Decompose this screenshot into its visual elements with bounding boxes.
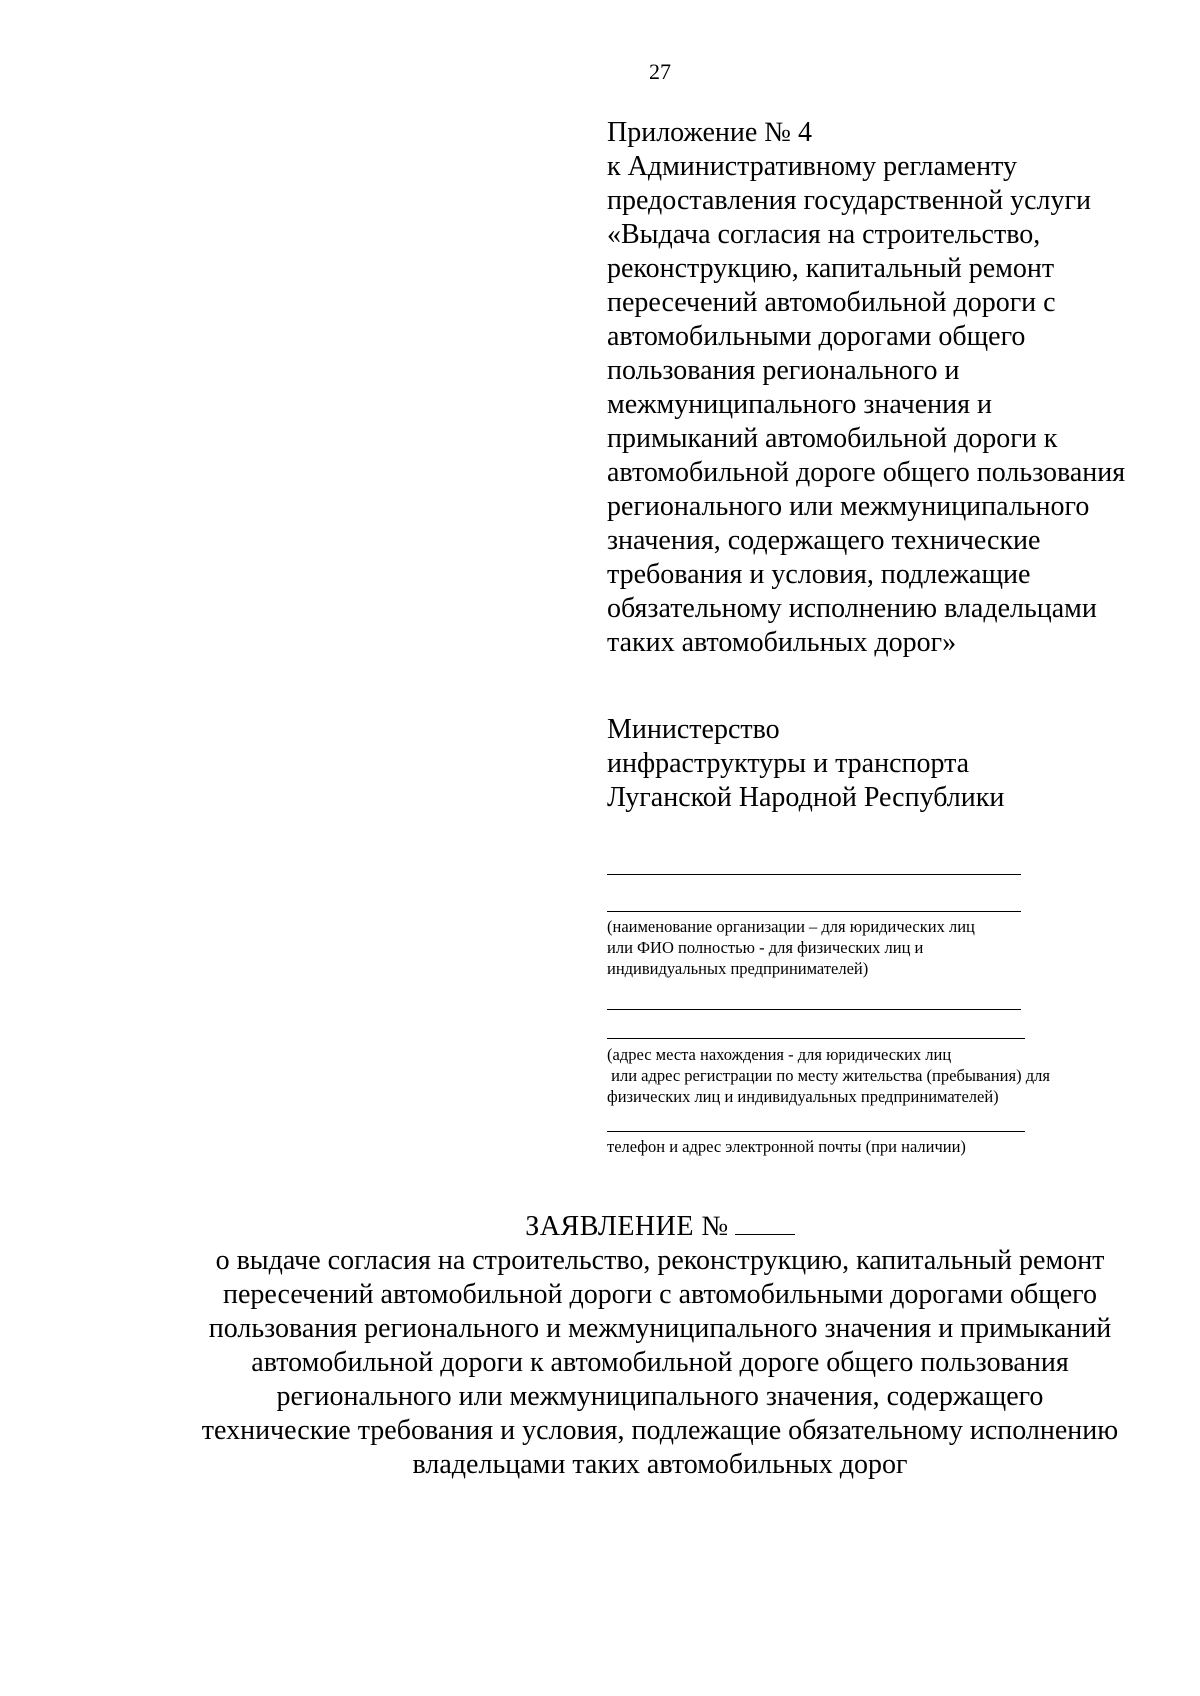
appendix-line: пользования регионального и <box>607 355 960 386</box>
appendix-line: автомобильными дорогами общего <box>607 321 1026 352</box>
appendix-line: Приложение № 4 <box>607 117 812 148</box>
statement-subtitle-line: регионального или межмуниципального значения, содержащего <box>276 1381 1044 1412</box>
statement-heading <box>0 1210 1200 1482</box>
contact-caption <box>607 1136 1027 1157</box>
recipient-line: Луганской Народной Республики <box>607 782 1005 813</box>
appendix-header <box>607 116 1167 660</box>
statement-title: ЗАЯВЛЕНИЕ № <box>525 1211 729 1242</box>
organization-field-2 <box>607 911 1027 979</box>
caption-line: (наименование организации – для юридических лиц <box>607 917 975 936</box>
appendix-line: регионального или межмуниципального <box>607 491 1090 522</box>
statement-subtitle-line: о выдаче согласия на строительство, реконструкцию, капитальный ремонт <box>215 1245 1105 1276</box>
page-number: 27 <box>649 59 671 84</box>
caption-line: индивидуальных предпринимателей) <box>607 959 869 978</box>
statement-subtitle-line: автомобильной дороги к автомобильной дороге общего пользования <box>251 1347 1069 1378</box>
appendix-line: значения, содержащего технические <box>607 525 1041 556</box>
statement-subtitle-line: технические требования и условия, подлежащие обязательному исполнению <box>201 1415 1119 1446</box>
contact-field <box>607 1131 1027 1157</box>
organization-caption <box>607 916 1027 979</box>
statement-subtitle-line: пересечений автомобильной дороги с автомобильными дорогами общего <box>223 1279 1097 1310</box>
address-caption <box>607 1044 1050 1107</box>
appendix-line: пересечений автомобильной дороги с <box>607 287 1056 318</box>
caption-line: или адрес регистрации по месту жительства (пребывания) для <box>607 1066 1050 1085</box>
appendix-line: автомобильной дороге общего пользования <box>607 457 1126 488</box>
caption-line: или ФИО полностью - для физических лиц и <box>607 938 924 957</box>
address-field <box>607 1009 1027 1010</box>
appendix-line: реконструкцию, капитальный ремонт <box>607 253 1055 284</box>
recipient-line: инфраструктуры и транспорта <box>607 748 970 779</box>
organization-field <box>607 874 1027 875</box>
address-fill-line[interactable] <box>607 1038 1025 1039</box>
appendix-line: таких автомобильных дорог» <box>607 627 957 658</box>
address-fill-line[interactable] <box>607 1009 1021 1010</box>
appendix-line: к Административному регламенту <box>607 151 1017 182</box>
appendix-line: «Выдача согласия на строительство, <box>607 219 1041 250</box>
statement-number-blank[interactable] <box>735 1212 795 1235</box>
organization-fill-line[interactable] <box>607 911 1021 912</box>
contact-fill-line[interactable] <box>607 1131 1025 1132</box>
caption-line: физических лиц и индивидуальных предпринимателей) <box>607 1087 999 1106</box>
appendix-line: межмуниципального значения и <box>607 389 993 420</box>
statement-subtitle-line: владельцами таких автомобильных дорог <box>412 1449 908 1480</box>
recipient-line: Министерство <box>607 714 780 745</box>
appendix-line: примыканий автомобильной дороги к <box>607 423 1058 454</box>
appendix-line: требования и условия, подлежащие <box>607 559 1031 590</box>
statement-title-row <box>0 1210 1200 1244</box>
organization-fill-line[interactable] <box>607 874 1021 875</box>
address-field-2 <box>607 1038 1050 1107</box>
appendix-line: предоставления государственной услуги <box>607 185 1091 216</box>
statement-subtitle-line: пользования регионального и межмуниципального значения и примыканий <box>208 1313 1112 1344</box>
appendix-line: обязательному исполнению владельцами <box>607 593 1097 624</box>
caption-line: (адрес места нахождения - для юридических лиц <box>607 1045 952 1064</box>
caption-line: телефон и адрес электронной почты (при наличии) <box>607 1137 966 1156</box>
recipient-block <box>607 713 1127 815</box>
